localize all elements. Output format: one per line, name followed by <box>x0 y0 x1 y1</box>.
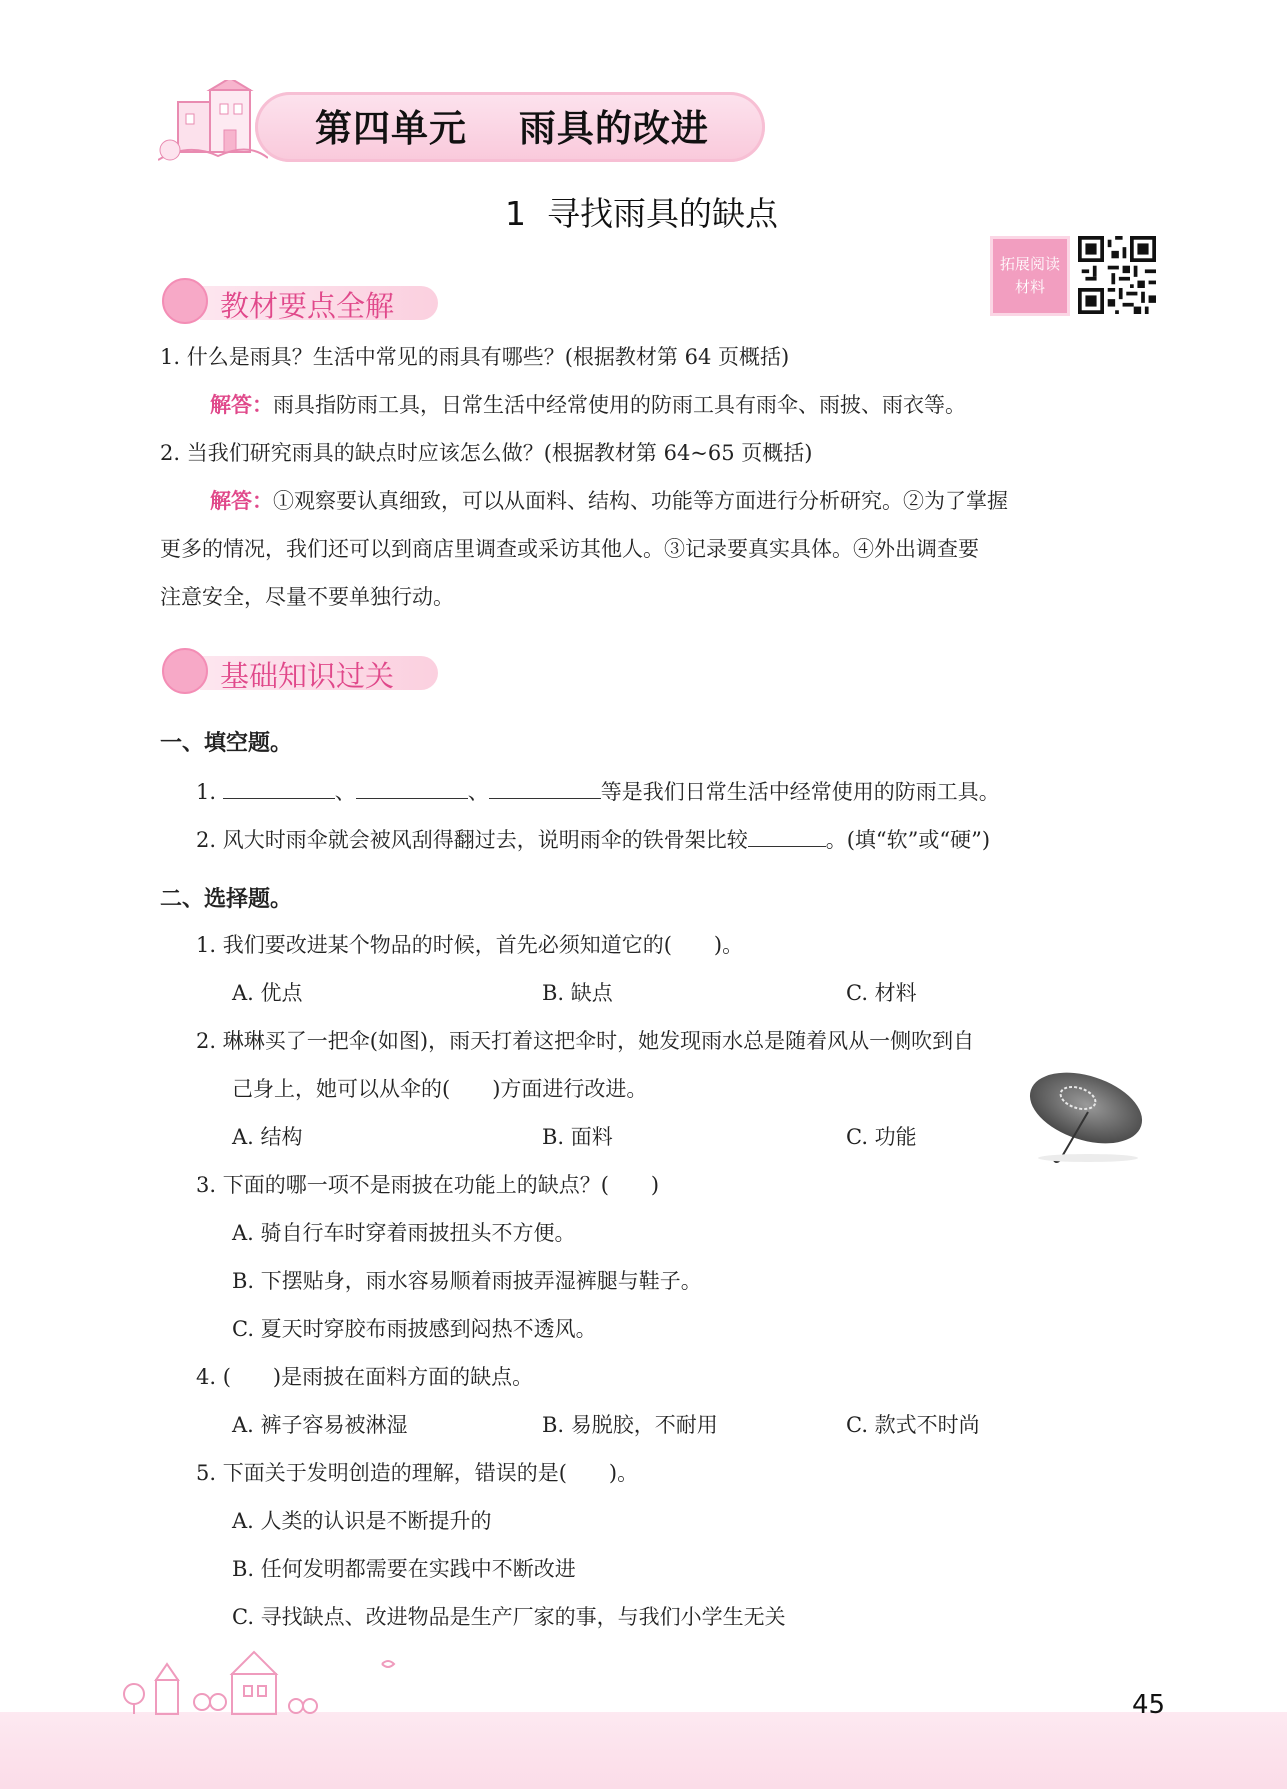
option-c[interactable]: C. 款式不时尚 <box>846 1413 980 1437</box>
choice-question-2-line-1: 2. 琳琳买了一把伞(如图)，雨天打着这把伞时，她发现雨水总是随着风从一侧吹到自 <box>196 1029 975 1053</box>
answer-label: 解答： <box>210 489 273 513</box>
answer-blank[interactable] <box>356 774 468 799</box>
answer-1 <box>210 390 966 420</box>
castle-illustration-icon <box>158 80 268 178</box>
option-c[interactable]: C. 材料 <box>846 981 917 1005</box>
option-c[interactable]: C. 寻找缺点、改进物品是生产厂家的事，与我们小学生无关 <box>232 1605 786 1629</box>
choice-question-3: 3. 下面的哪一项不是雨披在功能上的缺点？( ) <box>196 1173 660 1197</box>
lesson-title: 1 寻找雨具的缺点 <box>505 194 778 233</box>
option-b[interactable]: B. 下摆贴身，雨水容易顺着雨披弄湿裤腿与鞋子。 <box>232 1269 702 1293</box>
option-a[interactable]: A. 优点 <box>232 981 303 1005</box>
option-b[interactable]: B. 面料 <box>542 1125 613 1149</box>
page-number: 45 <box>1132 1690 1166 1720</box>
answer-text: ①观察要认真细致，可以从面料、结构、功能等方面进行分析研究。②为了掌握 <box>273 489 1008 513</box>
town-illustration-icon <box>120 1650 400 1716</box>
qr-label-line-1: 拓展阅读 <box>999 255 1060 273</box>
fill-question-1: 1. 、 、 等是我们日常生活中经常使用的防雨工具。 <box>196 774 1000 807</box>
qr-code-icon[interactable] <box>1078 236 1156 314</box>
choice-question-5: 5. 下面关于发明创造的理解，错误的是( )。 <box>196 1461 639 1485</box>
option-a[interactable]: A. 人类的认识是不断提升的 <box>232 1509 492 1533</box>
section-header-key-points <box>162 278 452 326</box>
question-1: 1. 什么是雨具？生活中常见的雨具有哪些？(根据教材第 64 页概括) <box>160 345 790 369</box>
choice-question-1: 1. 我们要改进某个物品的时候，首先必须知道它的( )。 <box>196 933 744 957</box>
section-header-basic-knowledge <box>162 648 452 696</box>
owl-badge-icon <box>162 648 208 694</box>
unit-title: 第四单元 雨具的改进 <box>315 107 709 150</box>
answer-2-line-2: 更多的情况，我们还可以到商店里调查或采访其他人。③记录要真实具体。④外出调查要 <box>160 537 979 561</box>
answer-2-line-3: 注意安全，尽量不要单独行动。 <box>160 585 454 609</box>
question-2: 2. 当我们研究雨具的缺点时应该怎么做？(根据教材第 64~65 页概括) <box>160 441 813 465</box>
option-b[interactable]: B. 缺点 <box>542 981 613 1005</box>
section-title: 教材要点全解 <box>220 289 395 323</box>
owl-badge-icon <box>162 278 208 324</box>
option-a[interactable]: A. 结构 <box>232 1125 303 1149</box>
answer-text: 雨具指防雨工具，日常生活中经常使用的防雨工具有雨伞、雨披、雨衣等。 <box>273 393 966 417</box>
section-title: 基础知识过关 <box>220 659 395 693</box>
choice-question-4: 4. ( )是雨披在面料方面的缺点。 <box>196 1365 534 1389</box>
answer-blank[interactable] <box>748 822 826 847</box>
answer-blank[interactable] <box>489 774 601 799</box>
qr-label-line-2: 材料 <box>1014 278 1045 296</box>
footer-band <box>0 1712 1287 1789</box>
option-c[interactable]: C. 功能 <box>846 1125 917 1149</box>
option-c[interactable]: C. 夏天时穿胶布雨披感到闷热不透风。 <box>232 1317 597 1341</box>
extended-reading-label <box>990 236 1070 316</box>
answer-2-line-1 <box>210 486 1008 516</box>
choice-question-2-line-2: 己身上，她可以从伞的( )方面进行改进。 <box>232 1077 648 1101</box>
answer-label: 解答： <box>210 393 273 417</box>
part-title-choice: 二、选择题。 <box>160 887 293 912</box>
fill-question-2: 2. 风大时雨伞就会被风刮得翻过去，说明雨伞的铁骨架比较 。(填“软”或“硬”) <box>196 822 990 855</box>
option-a[interactable]: A. 骑自行车时穿着雨披扭头不方便。 <box>232 1221 576 1245</box>
part-title-fill-in: 一、填空题。 <box>160 731 293 756</box>
option-b[interactable]: B. 易脱胶，不耐用 <box>542 1413 718 1437</box>
option-a[interactable]: A. 裤子容易被淋湿 <box>232 1413 408 1437</box>
option-b[interactable]: B. 任何发明都需要在实践中不断改进 <box>232 1557 576 1581</box>
umbrella-illustration-icon <box>1022 1068 1146 1164</box>
answer-blank[interactable] <box>223 774 335 799</box>
